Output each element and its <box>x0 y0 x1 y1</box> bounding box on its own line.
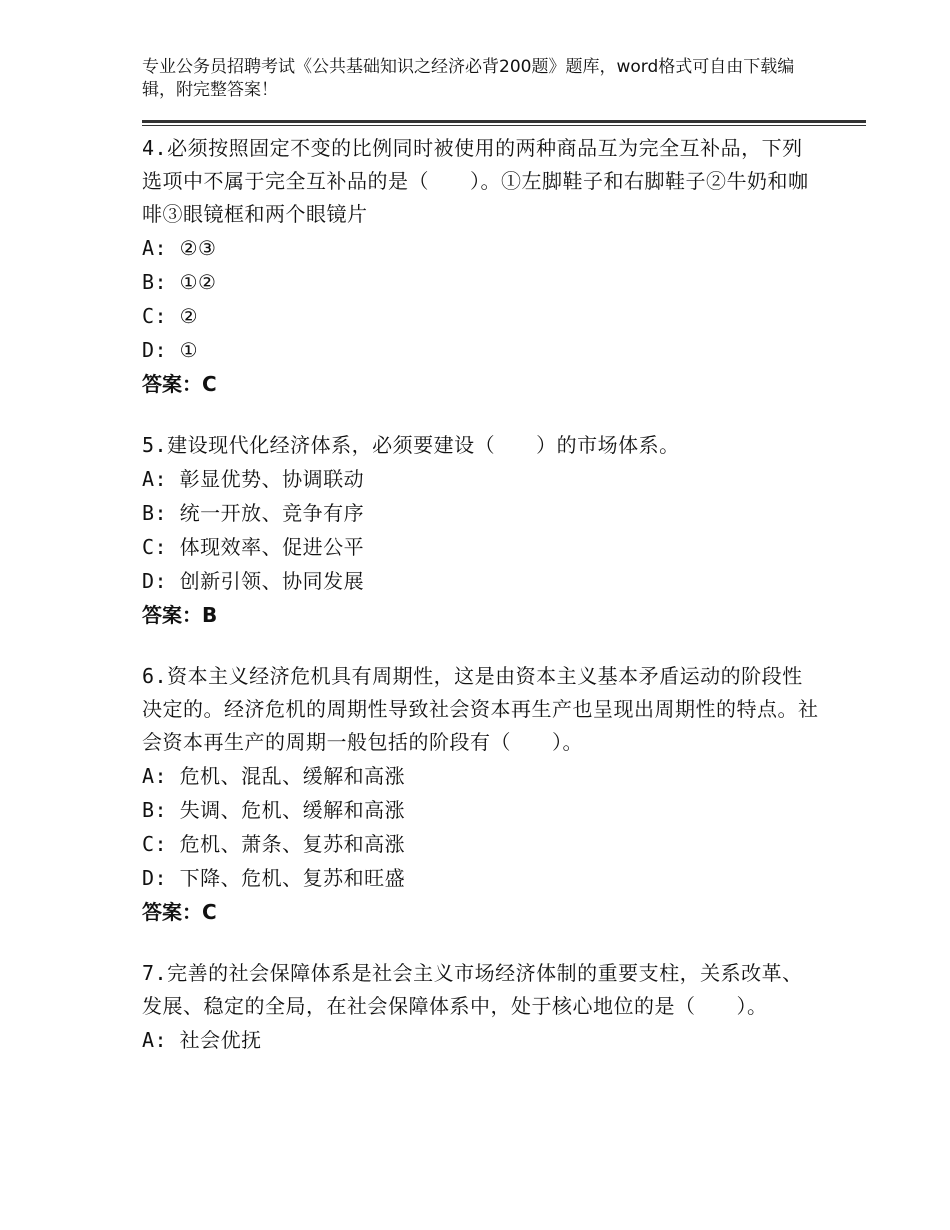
question-text: 5.建设现代化经济体系，必须要建设（ ）的市场体系。 <box>142 433 680 457</box>
option-b: B: 统一开放、竞争有序 <box>142 501 365 525</box>
answer-label: 答案： <box>142 900 202 924</box>
option-c: C: ② <box>142 304 199 328</box>
page-header: 专业公务员招聘考试《公共基础知识之经济必背200题》题库，word格式可自由下载编辑，附完整答案！ <box>142 57 795 100</box>
option-c: C: 危机、萧条、复苏和高涨 <box>142 832 406 856</box>
answer-value: C <box>202 900 217 924</box>
question-text: 7.完善的社会保障体系是社会主义市场经济体制的重要支柱，关系改革、发展、稳定的全局，在社会保障体系中，处于核心地位的是（ ）。 <box>142 961 803 1018</box>
option-d: D: 下降、危机、复苏和旺盛 <box>142 866 406 890</box>
question-text: 6.资本主义经济危机具有周期性，这是由资本主义基本矛盾运动的阶段性决定的。经济危机的周期性导致社会资本再生产也呈现出周期性的特点。社会资本再生产的周期一般包括的阶段有（ ）。 <box>142 664 819 754</box>
option-c: C: 体现效率、促进公平 <box>142 535 365 559</box>
option-d: D: 创新引领、协同发展 <box>142 569 365 593</box>
option-a: A: ②③ <box>142 236 217 260</box>
option-d: D: ① <box>142 338 199 362</box>
answer-line <box>142 367 822 401</box>
answer-value: C <box>202 372 217 396</box>
header-rule-thick <box>142 120 866 123</box>
option-a: A: 彰显优势、协调联动 <box>142 467 365 491</box>
question-4 <box>142 132 822 401</box>
question-7 <box>142 957 822 1057</box>
answer-label: 答案： <box>142 372 202 396</box>
option-a: A: 危机、混乱、缓解和高涨 <box>142 764 406 788</box>
option-b: B: ①② <box>142 270 217 294</box>
question-list <box>142 132 822 1085</box>
question-5 <box>142 429 822 632</box>
answer-label: 答案： <box>142 603 202 627</box>
option-b: B: 失调、危机、缓解和高涨 <box>142 798 406 822</box>
answer-line <box>142 895 822 929</box>
question-6 <box>142 660 822 929</box>
question-text: 4.必须按照固定不变的比例同时被使用的两种商品互为完全互补品，下列选项中不属于完全互补品的是（ ）。①左脚鞋子和右脚鞋子②牛奶和咖啡③眼镜框和两个眼镜片 <box>142 136 809 226</box>
header-rule-thin <box>142 125 866 126</box>
option-a: A: 社会优抚 <box>142 1028 262 1052</box>
answer-value: B <box>202 603 218 627</box>
answer-line <box>142 598 822 632</box>
